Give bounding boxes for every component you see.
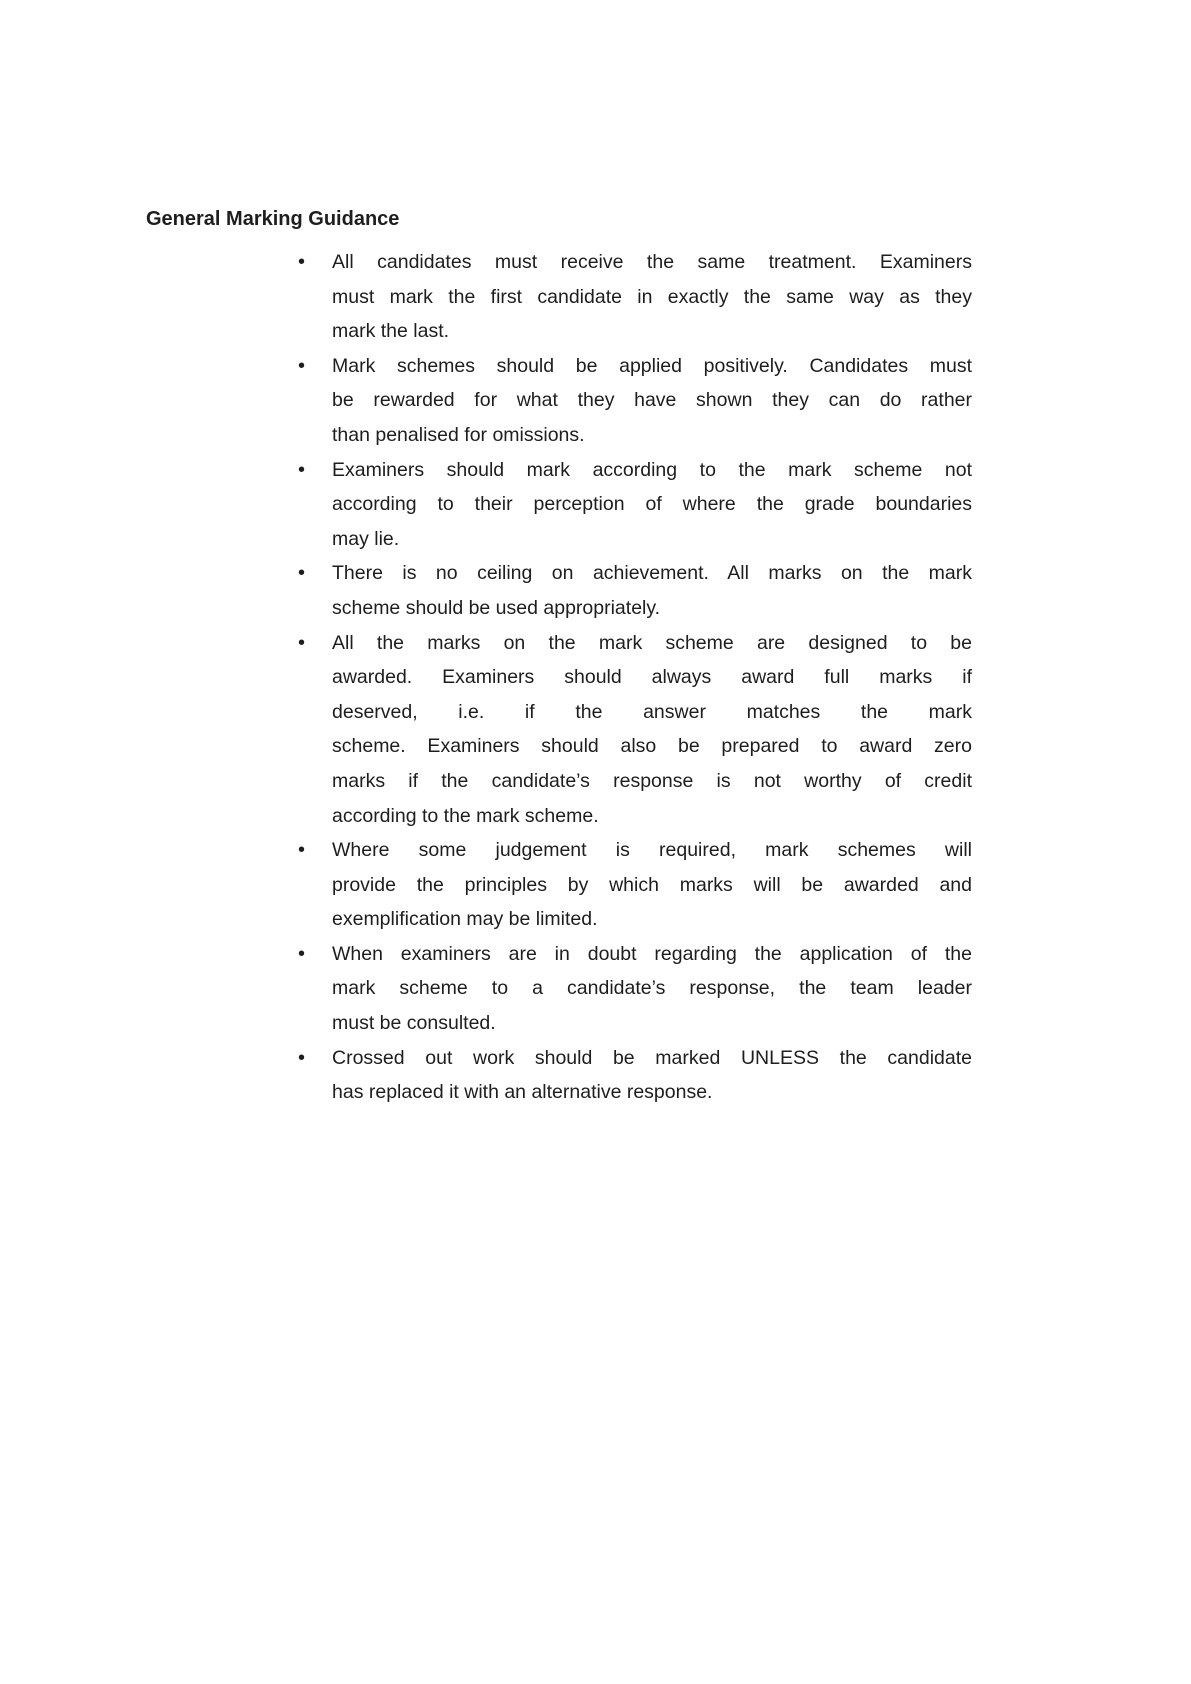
guidance-line: Where some judgement is required, mark schemes will xyxy=(332,839,972,862)
bullet-icon: • xyxy=(298,839,306,862)
guidance-line: may lie. xyxy=(332,527,400,550)
guidance-line: has replaced it with an alternative response. xyxy=(332,1081,713,1104)
guidance-line: mark the last. xyxy=(332,320,450,343)
guidance-item xyxy=(290,833,972,937)
guidance-line: according to their perception of where the grade boundaries xyxy=(332,493,972,516)
guidance-item xyxy=(290,349,972,453)
bullet-icon: • xyxy=(298,631,306,654)
guidance-line: All the marks on the mark scheme are designed to be xyxy=(332,631,972,654)
guidance-line: scheme should be used appropriately. xyxy=(332,596,661,619)
guidance-line: scheme. Examiners should also be prepared to award zero xyxy=(332,735,972,758)
bullet-icon: • xyxy=(298,1046,306,1069)
bullet-icon: • xyxy=(298,458,306,481)
guidance-item xyxy=(290,556,972,625)
bullet-icon: • xyxy=(298,251,306,273)
bullet-icon: • xyxy=(298,354,306,377)
guidance-line: deserved, i.e. if the answer matches the mark xyxy=(332,700,972,723)
guidance-line: marks if the candidate’s response is not worthy of credit xyxy=(332,769,972,792)
guidance-line: be rewarded for what they have shown they can do rather xyxy=(332,389,972,412)
guidance-item xyxy=(290,1041,972,1110)
guidance-line: mark scheme to a candidate’s response, the team leader xyxy=(332,977,972,1000)
guidance-line: awarded. Examiners should always award full marks if xyxy=(332,666,972,689)
guidance-item xyxy=(290,453,972,557)
guidance-line: When examiners are in doubt regarding the application of the xyxy=(332,942,972,965)
guidance-item xyxy=(290,937,972,1041)
guidance-line: according to the mark scheme. xyxy=(332,804,599,827)
guidance-line: than penalised for omissions. xyxy=(332,423,585,446)
guidance-line: Crossed out work should be marked UNLESS the candidate xyxy=(332,1046,972,1069)
guidance-line: exemplification may be limited. xyxy=(332,908,598,931)
bullet-icon: • xyxy=(298,942,306,965)
guidance-item xyxy=(290,626,972,834)
guidance-line: must mark the first candidate in exactly the same way as they xyxy=(332,285,972,308)
guidance-line: There is no ceiling on achievement. All marks on the mark xyxy=(332,562,972,585)
guidance-item xyxy=(290,245,972,349)
guidance-list xyxy=(290,245,972,1110)
guidance-line: All candidates must receive the same treatment. Examiners xyxy=(332,251,972,273)
bullet-icon: • xyxy=(298,562,306,585)
guidance-line: must be consulted. xyxy=(332,1012,496,1035)
guidance-line: Examiners should mark according to the mark scheme not xyxy=(332,458,972,481)
page-heading: General Marking Guidance xyxy=(146,208,400,230)
guidance-line: provide the principles by which marks will be awarded and xyxy=(332,873,972,896)
guidance-line: Mark schemes should be applied positively. Candidates must xyxy=(332,354,972,377)
